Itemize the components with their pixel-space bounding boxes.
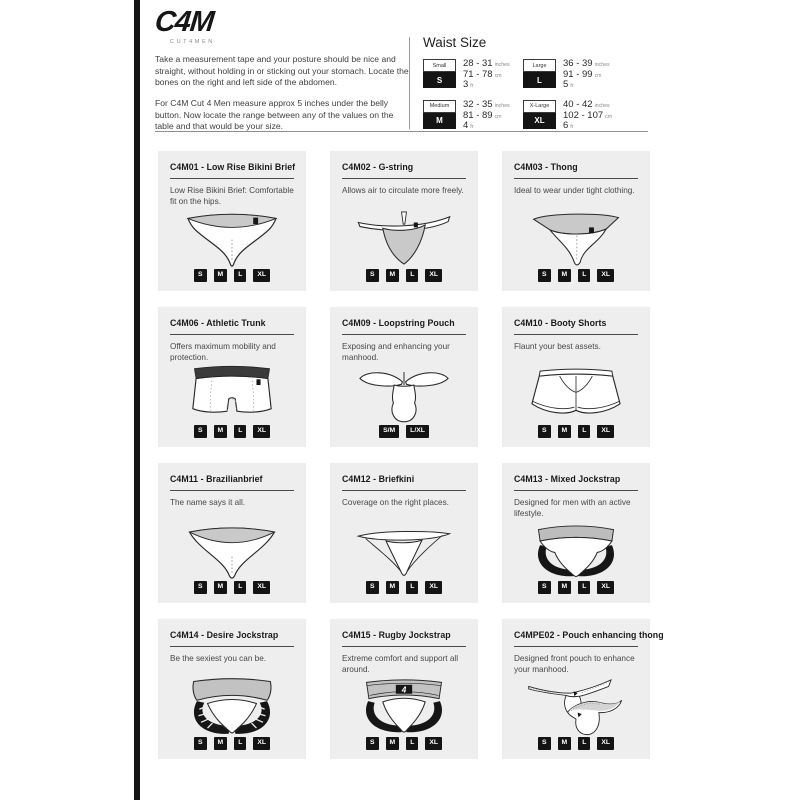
product-title: C4MPE02 - Pouch enhancing thong <box>514 630 664 640</box>
product-grid <box>158 151 664 759</box>
instruction-paragraph-2: For C4M Cut 4 Men measure approx 5 inches under the belly button. Now locate the range between any of the values on the table and that would be your size. <box>155 98 394 132</box>
title-divider <box>514 334 638 335</box>
size-badge: M <box>214 425 228 438</box>
bikini-brief-illustration <box>170 207 294 269</box>
size-badges <box>170 581 294 594</box>
product-description: Designed front pouch to enhance your manhood. <box>514 653 635 674</box>
title-divider <box>342 334 466 335</box>
inches-unit: inches <box>594 102 610 109</box>
size-badge: XL <box>597 425 614 438</box>
size-badges <box>342 425 466 438</box>
product-card-c4m02 <box>330 151 478 291</box>
product-card-c4m10 <box>502 307 650 447</box>
product-description: Exposing and enhancing your manhood. <box>342 341 450 362</box>
vertical-divider <box>409 37 410 129</box>
waist-values <box>463 100 510 132</box>
size-badge: M <box>214 737 228 750</box>
inches-unit: inches <box>494 62 510 68</box>
size-badge: XL <box>597 737 614 750</box>
product-card-c4mpe02 <box>502 619 664 759</box>
size-badge: L <box>234 737 246 750</box>
size-badge: M <box>386 269 400 282</box>
size-badges <box>514 269 638 282</box>
header-divider <box>155 131 648 132</box>
fr-size: 5 <box>563 79 569 91</box>
product-card-c4m14 <box>158 619 306 759</box>
inches-unit: inches <box>594 62 610 68</box>
size-badge: L <box>578 581 590 594</box>
desire-jockstrap-illustration <box>170 675 294 737</box>
inches-range: 36 - 39 <box>563 58 593 69</box>
size-badge: L <box>234 425 246 438</box>
size-badge: XL <box>425 737 442 750</box>
product-title: C4M09 - Loopstring Pouch <box>342 318 455 328</box>
left-edge-bar <box>134 0 140 800</box>
product-title: C4M02 - G-string <box>342 162 414 172</box>
fr-size: 4 <box>463 120 469 132</box>
waist-entry-medium <box>423 100 523 132</box>
size-badge: L <box>578 737 590 750</box>
size-badge: XL <box>597 269 614 282</box>
product-title: C4M06 - Athletic Trunk <box>170 318 266 328</box>
size-badges <box>514 581 638 594</box>
waist-entry-small <box>423 59 523 91</box>
fr-unit: fr <box>570 124 574 131</box>
size-badge: XL <box>253 737 270 750</box>
product-description: Designed for men with an active lifestyle. <box>514 497 631 518</box>
product-card-c4m09 <box>330 307 478 447</box>
size-badge: M <box>558 737 572 750</box>
size-badge: L <box>406 737 418 750</box>
athletic-trunk-illustration <box>170 363 294 425</box>
inches-range: 28 - 31 <box>463 58 493 69</box>
size-badge: XL <box>253 425 270 438</box>
size-letter: XL <box>523 113 556 129</box>
product-card-c4m03 <box>502 151 650 291</box>
product-card-c4m06 <box>158 307 306 447</box>
product-card-c4m12 <box>330 463 478 603</box>
product-title: C4M01 - Low Rise Bikini Brief <box>170 162 296 172</box>
instruction-paragraph-1: Take a measurement tape and your posture should be nice and straight, without holding in or sticking out your stomach. Locate the bones on the right and left side of the abdomen. <box>155 54 409 88</box>
waist-entry-large <box>523 59 653 91</box>
fr-size: 3 <box>463 79 469 91</box>
size-badge: L <box>406 581 418 594</box>
title-divider <box>170 178 294 179</box>
size-badge: M <box>558 581 572 594</box>
product-description: Flaunt your best assets. <box>514 342 601 351</box>
size-badge: S/M <box>379 425 399 438</box>
size-badges <box>342 737 466 750</box>
product-title: C4M03 - Thong <box>514 162 578 172</box>
brand-logo <box>155 8 215 45</box>
brazilian-brief-illustration <box>170 519 294 581</box>
size-badges <box>342 581 466 594</box>
size-badge: S <box>194 737 207 750</box>
size-badge: XL <box>597 581 614 594</box>
cm-unit: cm <box>594 72 602 79</box>
size-badge: S <box>366 737 379 750</box>
size-badges <box>170 425 294 438</box>
brand-logo-text: C4M <box>153 6 215 38</box>
size-badge: S <box>538 269 551 282</box>
mixed-jockstrap-illustration <box>514 519 638 581</box>
size-badge: S <box>538 737 551 750</box>
size-badge: L <box>234 269 246 282</box>
product-description: Coverage on the right places. <box>342 498 449 507</box>
product-title: C4M15 - Rugby Jockstrap <box>342 630 451 640</box>
rugby-jockstrap-illustration <box>342 675 466 737</box>
cm-unit: cm <box>494 113 502 120</box>
size-badge: S <box>194 425 207 438</box>
size-letter: S <box>423 72 456 88</box>
size-badge: L <box>578 425 590 438</box>
cm-range: 91 - 99 <box>563 68 593 80</box>
title-divider <box>170 646 294 647</box>
cm-unit: cm <box>494 72 502 79</box>
inches-range: 32 - 35 <box>463 98 493 110</box>
size-badge: L <box>406 269 418 282</box>
size-badge: L <box>234 581 246 594</box>
size-badge: L/XL <box>406 425 429 438</box>
product-description: Be the sexiest you can be. <box>170 654 267 663</box>
title-divider <box>170 490 294 491</box>
size-badge: S <box>538 581 551 594</box>
g-string-illustration <box>342 207 466 269</box>
product-description: Ideal to wear under tight clothing. <box>514 186 635 195</box>
loopstring-pouch-illustration <box>342 363 466 425</box>
size-badge: M <box>558 269 572 282</box>
size-badges <box>514 425 638 438</box>
product-description: Extreme comfort and support all around. <box>342 653 459 674</box>
product-description: Allows air to circulate more freely. <box>342 186 464 195</box>
title-divider <box>342 178 466 179</box>
product-title: C4M11 - Brazilianbrief <box>170 474 263 484</box>
fr-size: 6 <box>563 120 569 132</box>
size-badge: S <box>194 581 207 594</box>
waist-values <box>563 59 610 91</box>
product-title: C4M12 - Briefkini <box>342 474 415 484</box>
waist-size-tag <box>523 100 556 129</box>
size-label: Large <box>523 59 556 72</box>
title-divider <box>342 646 466 647</box>
product-card-c4m13 <box>502 463 650 603</box>
size-label: Small <box>423 59 456 72</box>
product-card-c4m01 <box>158 151 306 291</box>
thong-illustration <box>514 207 638 269</box>
size-badge: S <box>366 269 379 282</box>
size-badge: S <box>366 581 379 594</box>
size-badge: M <box>386 581 400 594</box>
product-description: Low Rise Bikini Brief: Comfortable fit on the hips. <box>170 185 294 206</box>
size-badge: M <box>386 737 400 750</box>
size-badge: M <box>214 581 228 594</box>
title-divider <box>514 178 638 179</box>
cm-unit: cm <box>605 113 613 120</box>
product-title: C4M10 - Booty Shorts <box>514 318 607 328</box>
cm-range: 102 - 107 <box>563 109 604 121</box>
product-card-c4m15 <box>330 619 478 759</box>
size-letter: L <box>523 72 556 88</box>
brand-tagline: CUT4MEN <box>170 39 215 45</box>
fr-unit: fr <box>470 83 474 90</box>
waist-values <box>563 100 612 132</box>
size-badges <box>514 737 638 750</box>
size-badges <box>170 269 294 282</box>
waist-size-tag <box>423 100 456 129</box>
product-description: Offers maximum mobility and protection. <box>170 341 276 362</box>
size-badge: L <box>578 269 590 282</box>
size-letter: M <box>423 113 456 129</box>
size-badges <box>170 737 294 750</box>
waist-size-table <box>423 35 653 132</box>
title-divider <box>514 490 638 491</box>
product-card-c4m11 <box>158 463 306 603</box>
inches-unit: inches <box>494 102 510 109</box>
measurement-instructions <box>155 54 409 142</box>
size-badge: XL <box>425 581 442 594</box>
fr-unit: fr <box>470 124 474 131</box>
size-badge: XL <box>253 269 270 282</box>
inches-range: 40 - 42 <box>563 98 593 110</box>
title-divider <box>170 334 294 335</box>
size-label: Medium <box>423 100 456 113</box>
waistband-logo: 4 <box>401 685 407 695</box>
waist-values <box>463 59 510 91</box>
waist-size-heading: Waist Size <box>423 35 487 50</box>
size-label: X-Large <box>523 100 556 113</box>
cm-range: 71 - 78 <box>463 68 493 80</box>
product-title: C4M14 - Desire Jockstrap <box>170 630 279 640</box>
pouch-enhancing-thong-illustration <box>514 675 638 737</box>
fr-unit: fr <box>570 83 574 90</box>
size-badge: S <box>194 269 207 282</box>
waist-size-grid <box>423 59 653 132</box>
waist-size-tag <box>423 59 456 88</box>
waist-entry-xlarge <box>523 100 653 132</box>
briefkini-illustration <box>342 519 466 581</box>
product-description: The name says it all. <box>170 498 246 507</box>
size-badge: XL <box>253 581 270 594</box>
size-badge: M <box>558 425 572 438</box>
waist-size-tag <box>523 59 556 88</box>
title-divider <box>514 646 638 647</box>
size-badges <box>342 269 466 282</box>
size-badge: XL <box>425 269 442 282</box>
size-badge: M <box>214 269 228 282</box>
title-divider <box>342 490 466 491</box>
product-title: C4M13 - Mixed Jockstrap <box>514 474 621 484</box>
size-badge: S <box>538 425 551 438</box>
booty-shorts-illustration <box>514 363 638 425</box>
cm-range: 81 - 89 <box>463 109 493 121</box>
